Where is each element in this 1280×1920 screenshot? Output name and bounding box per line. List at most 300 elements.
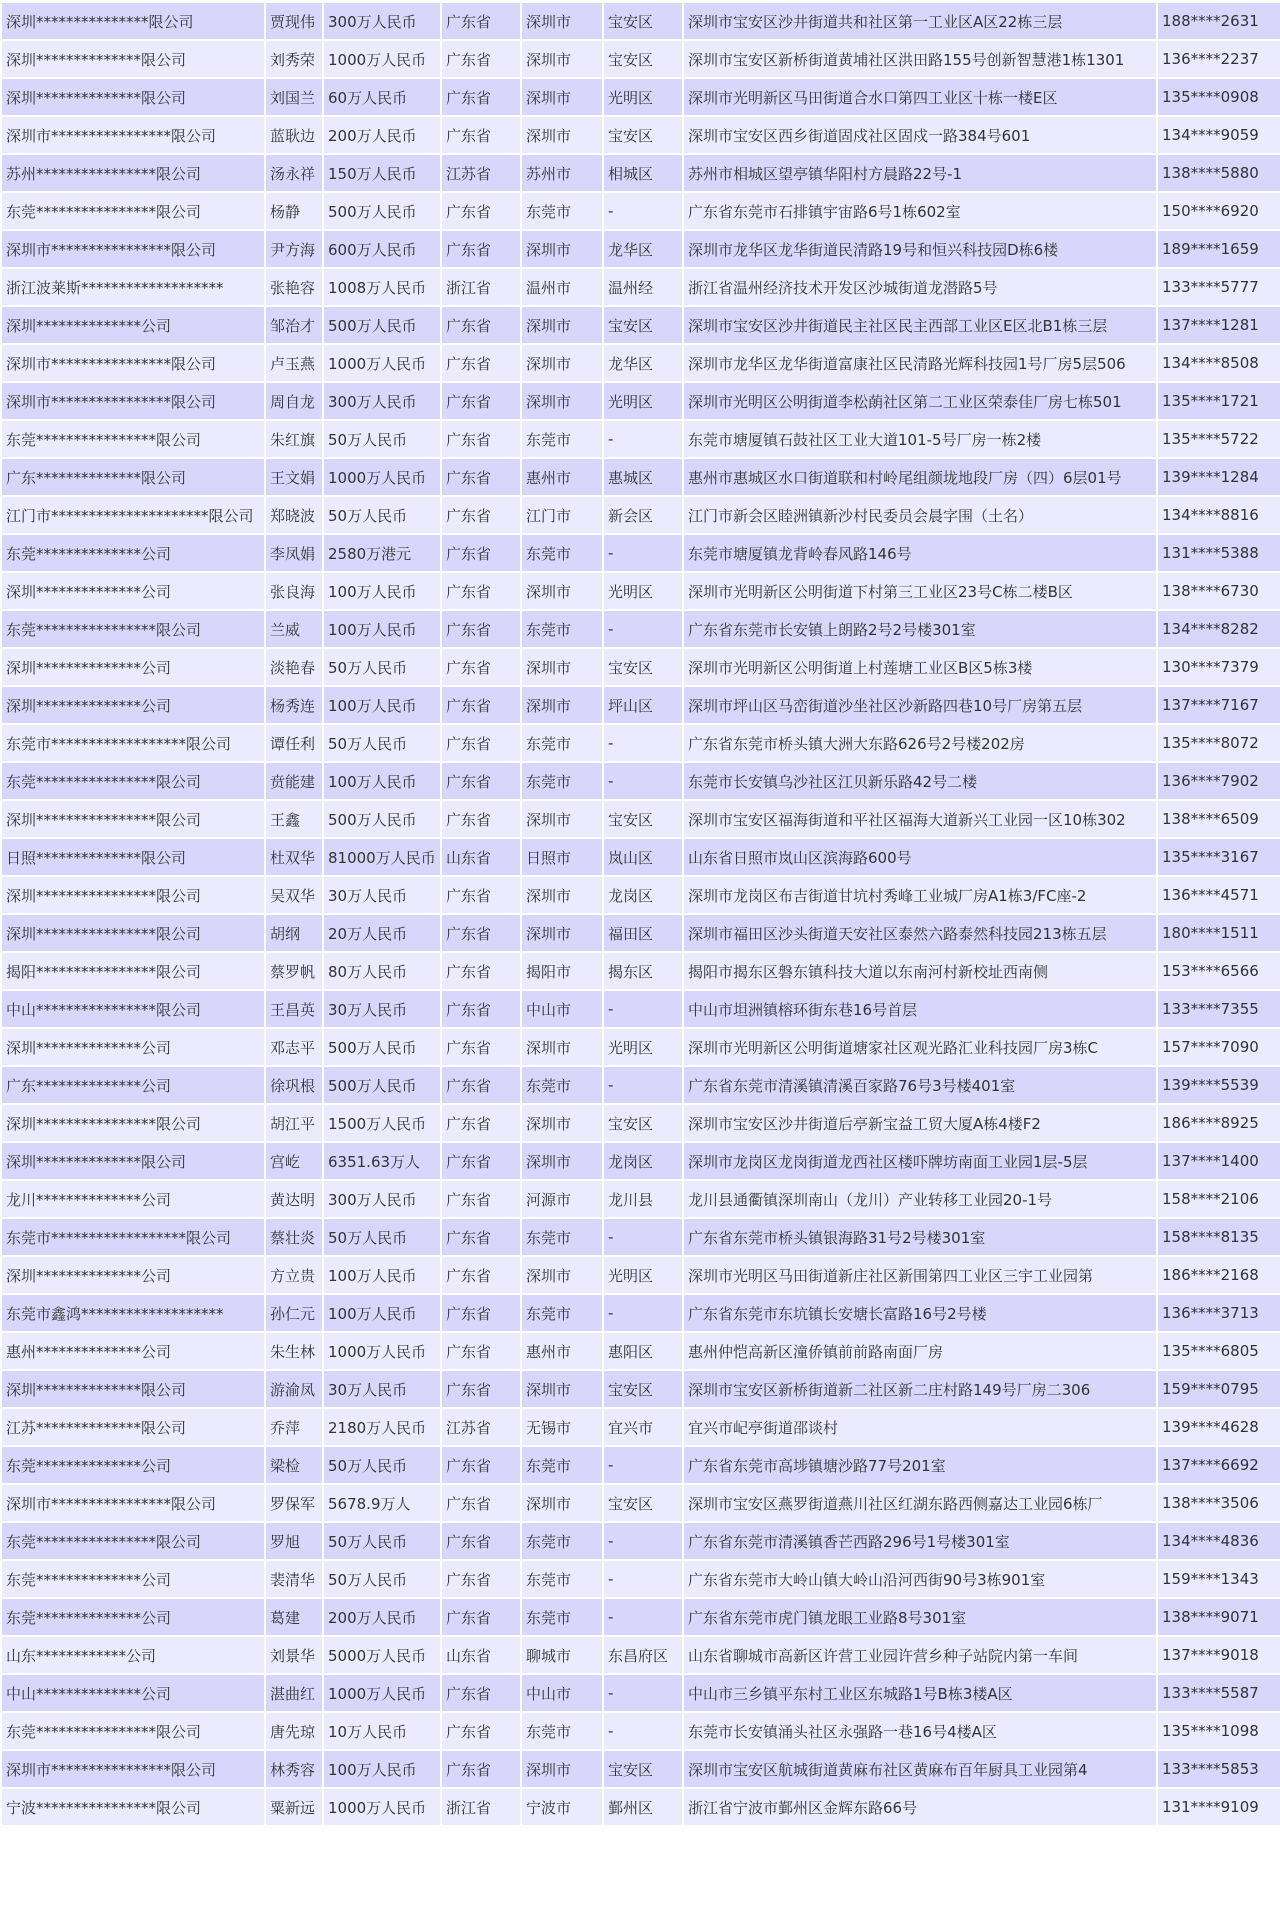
phone-cell: 134****8508 xyxy=(1158,345,1280,383)
table-row xyxy=(2,1143,1280,1181)
table-row xyxy=(2,1181,1280,1219)
legal-person-cell: 朱生林 xyxy=(266,1333,322,1371)
district-cell: 宝安区 xyxy=(604,3,682,41)
address-cell: 东莞市塘厦镇龙背岭春风路146号 xyxy=(684,535,1156,573)
legal-person-cell: 粟新远 xyxy=(266,1789,322,1827)
city-cell: 东莞市 xyxy=(522,1295,602,1333)
phone-cell: 134****4836 xyxy=(1158,1523,1280,1561)
address-cell: 苏州市相城区望亭镇华阳村方晨路22号-1 xyxy=(684,155,1156,193)
district-cell: 东昌府区 xyxy=(604,1637,682,1675)
city-cell: 深圳市 xyxy=(522,41,602,79)
company-name-cell: 深圳**************限公司 xyxy=(2,41,264,79)
district-cell: 宝安区 xyxy=(604,307,682,345)
registered-capital-cell: 200万人民币 xyxy=(324,117,440,155)
city-cell: 东莞市 xyxy=(522,535,602,573)
registered-capital-cell: 100万人民币 xyxy=(324,1257,440,1295)
phone-cell: 159****0795 xyxy=(1158,1371,1280,1409)
table-row xyxy=(2,535,1280,573)
phone-cell: 136****4571 xyxy=(1158,877,1280,915)
company-name-cell: 深圳**************限公司 xyxy=(2,1143,264,1181)
city-cell: 深圳市 xyxy=(522,877,602,915)
phone-cell: 137****6692 xyxy=(1158,1447,1280,1485)
legal-person-cell: 兰威 xyxy=(266,611,322,649)
legal-person-cell: 罗保军 xyxy=(266,1485,322,1523)
province-cell: 广东省 xyxy=(442,117,520,155)
registered-capital-cell: 100万人民币 xyxy=(324,1751,440,1789)
district-cell: - xyxy=(604,1067,682,1105)
phone-cell: 189****1659 xyxy=(1158,231,1280,269)
table-row xyxy=(2,117,1280,155)
district-cell: 龙华区 xyxy=(604,345,682,383)
district-cell: 坪山区 xyxy=(604,687,682,725)
district-cell: 宝安区 xyxy=(604,649,682,687)
province-cell: 广东省 xyxy=(442,345,520,383)
city-cell: 东莞市 xyxy=(522,421,602,459)
legal-person-cell: 唐先琼 xyxy=(266,1713,322,1751)
district-cell: - xyxy=(604,193,682,231)
address-cell: 深圳市宝安区沙井街道后亭新宝益工贸大厦A栋4楼F2 xyxy=(684,1105,1156,1143)
district-cell: 龙岗区 xyxy=(604,1143,682,1181)
address-cell: 深圳市光明新区公明街道上村莲塘工业区B区5栋3楼 xyxy=(684,649,1156,687)
company-name-cell: 东莞**************公司 xyxy=(2,1447,264,1485)
address-cell: 深圳市光明区公明街道李松蓢社区第二工业区荣泰佳厂房七栋501 xyxy=(684,383,1156,421)
city-cell: 聊城市 xyxy=(522,1637,602,1675)
phone-cell: 133****5853 xyxy=(1158,1751,1280,1789)
province-cell: 广东省 xyxy=(442,3,520,41)
legal-person-cell: 黄达明 xyxy=(266,1181,322,1219)
city-cell: 东莞市 xyxy=(522,1447,602,1485)
province-cell: 广东省 xyxy=(442,1371,520,1409)
registered-capital-cell: 5678.9万人 xyxy=(324,1485,440,1523)
district-cell: 宝安区 xyxy=(604,1105,682,1143)
company-name-cell: 东莞**************公司 xyxy=(2,535,264,573)
legal-person-cell: 湛曲红 xyxy=(266,1675,322,1713)
address-cell: 深圳市福田区沙头街道天安社区泰然六路泰然科技园213栋五层 xyxy=(684,915,1156,953)
district-cell: 福田区 xyxy=(604,915,682,953)
table-row xyxy=(2,1523,1280,1561)
city-cell: 深圳市 xyxy=(522,231,602,269)
legal-person-cell: 张艳容 xyxy=(266,269,322,307)
province-cell: 广东省 xyxy=(442,1143,520,1181)
legal-person-cell: 朱红旗 xyxy=(266,421,322,459)
phone-cell: 137****9018 xyxy=(1158,1637,1280,1675)
phone-cell: 136****7902 xyxy=(1158,763,1280,801)
province-cell: 广东省 xyxy=(442,1295,520,1333)
address-cell: 深圳市光明新区马田街道合水口第四工业区十栋一楼E区 xyxy=(684,79,1156,117)
company-name-cell: 苏州****************限公司 xyxy=(2,155,264,193)
company-table xyxy=(0,3,1280,1827)
phone-cell: 135****1098 xyxy=(1158,1713,1280,1751)
phone-cell: 138****6730 xyxy=(1158,573,1280,611)
province-cell: 广东省 xyxy=(442,1713,520,1751)
table-row xyxy=(2,269,1280,307)
province-cell: 广东省 xyxy=(442,231,520,269)
legal-person-cell: 孙仁元 xyxy=(266,1295,322,1333)
table-body xyxy=(2,3,1280,1827)
table-row xyxy=(2,1029,1280,1067)
registered-capital-cell: 500万人民币 xyxy=(324,801,440,839)
province-cell: 广东省 xyxy=(442,1333,520,1371)
legal-person-cell: 贲能建 xyxy=(266,763,322,801)
phone-cell: 138****9071 xyxy=(1158,1599,1280,1637)
address-cell: 东莞市塘厦镇石鼓社区工业大道101-5号厂房一栋2楼 xyxy=(684,421,1156,459)
district-cell: 宝安区 xyxy=(604,1751,682,1789)
legal-person-cell: 吴双华 xyxy=(266,877,322,915)
registered-capital-cell: 100万人民币 xyxy=(324,1295,440,1333)
province-cell: 广东省 xyxy=(442,1599,520,1637)
district-cell: 宝安区 xyxy=(604,117,682,155)
city-cell: 东莞市 xyxy=(522,1713,602,1751)
phone-cell: 133****7355 xyxy=(1158,991,1280,1029)
phone-cell: 138****3506 xyxy=(1158,1485,1280,1523)
district-cell: - xyxy=(604,421,682,459)
city-cell: 东莞市 xyxy=(522,1561,602,1599)
district-cell: - xyxy=(604,991,682,1029)
registered-capital-cell: 100万人民币 xyxy=(324,763,440,801)
city-cell: 惠州市 xyxy=(522,459,602,497)
district-cell: 龙华区 xyxy=(604,231,682,269)
registered-capital-cell: 30万人民币 xyxy=(324,991,440,1029)
company-name-cell: 深圳****************限公司 xyxy=(2,1105,264,1143)
legal-person-cell: 周自龙 xyxy=(266,383,322,421)
district-cell: - xyxy=(604,725,682,763)
registered-capital-cell: 2180万人民币 xyxy=(324,1409,440,1447)
province-cell: 广东省 xyxy=(442,1257,520,1295)
province-cell: 浙江省 xyxy=(442,269,520,307)
address-cell: 惠州市惠城区水口街道联和村岭尾组颜垅地段厂房（四）6层01号 xyxy=(684,459,1156,497)
company-name-cell: 东莞****************限公司 xyxy=(2,1713,264,1751)
address-cell: 东莞市长安镇乌沙社区江贝新乐路42号二楼 xyxy=(684,763,1156,801)
table-row xyxy=(2,991,1280,1029)
company-name-cell: 中山****************限公司 xyxy=(2,991,264,1029)
district-cell: 光明区 xyxy=(604,573,682,611)
city-cell: 深圳市 xyxy=(522,1257,602,1295)
table-row xyxy=(2,649,1280,687)
city-cell: 揭阳市 xyxy=(522,953,602,991)
table-row xyxy=(2,497,1280,535)
district-cell: 温州经 xyxy=(604,269,682,307)
registered-capital-cell: 500万人民币 xyxy=(324,193,440,231)
phone-cell: 139****1284 xyxy=(1158,459,1280,497)
district-cell: - xyxy=(604,1675,682,1713)
address-cell: 广东省东莞市高埗镇塘沙路77号201室 xyxy=(684,1447,1156,1485)
province-cell: 广东省 xyxy=(442,915,520,953)
city-cell: 深圳市 xyxy=(522,79,602,117)
company-name-cell: 东莞****************限公司 xyxy=(2,1523,264,1561)
company-name-cell: 深圳****************限公司 xyxy=(2,877,264,915)
address-cell: 山东省聊城市高新区许营工业园许营乡种子站院内第一车间 xyxy=(684,1637,1156,1675)
registered-capital-cell: 1000万人民币 xyxy=(324,345,440,383)
phone-cell: 136****3713 xyxy=(1158,1295,1280,1333)
district-cell: - xyxy=(604,611,682,649)
city-cell: 深圳市 xyxy=(522,3,602,41)
address-cell: 广东省东莞市清溪镇清溪百家路76号3号楼401室 xyxy=(684,1067,1156,1105)
company-name-cell: 东莞****************限公司 xyxy=(2,763,264,801)
table-row xyxy=(2,1447,1280,1485)
legal-person-cell: 裴清华 xyxy=(266,1561,322,1599)
city-cell: 深圳市 xyxy=(522,345,602,383)
registered-capital-cell: 50万人民币 xyxy=(324,1219,440,1257)
city-cell: 深圳市 xyxy=(522,383,602,421)
phone-cell: 150****6920 xyxy=(1158,193,1280,231)
table-row xyxy=(2,79,1280,117)
table-row xyxy=(2,1485,1280,1523)
table-row xyxy=(2,611,1280,649)
table-row xyxy=(2,725,1280,763)
province-cell: 广东省 xyxy=(442,573,520,611)
province-cell: 广东省 xyxy=(442,801,520,839)
company-name-cell: 深圳市****************限公司 xyxy=(2,1751,264,1789)
company-name-cell: 深圳**************限公司 xyxy=(2,1371,264,1409)
phone-cell: 139****4628 xyxy=(1158,1409,1280,1447)
province-cell: 广东省 xyxy=(442,649,520,687)
legal-person-cell: 乔萍 xyxy=(266,1409,322,1447)
phone-cell: 157****7090 xyxy=(1158,1029,1280,1067)
table-row xyxy=(2,155,1280,193)
legal-person-cell: 梁检 xyxy=(266,1447,322,1485)
legal-person-cell: 宫屹 xyxy=(266,1143,322,1181)
city-cell: 东莞市 xyxy=(522,1599,602,1637)
district-cell: - xyxy=(604,1523,682,1561)
city-cell: 宁波市 xyxy=(522,1789,602,1827)
province-cell: 广东省 xyxy=(442,79,520,117)
table-row xyxy=(2,1789,1280,1827)
address-cell: 龙川县通衢镇深圳南山（龙川）产业转移工业园20-1号 xyxy=(684,1181,1156,1219)
province-cell: 广东省 xyxy=(442,1447,520,1485)
province-cell: 广东省 xyxy=(442,497,520,535)
district-cell: 新会区 xyxy=(604,497,682,535)
phone-cell: 138****6509 xyxy=(1158,801,1280,839)
legal-person-cell: 林秀容 xyxy=(266,1751,322,1789)
company-name-cell: 深圳市****************限公司 xyxy=(2,231,264,269)
district-cell: 宝安区 xyxy=(604,1485,682,1523)
city-cell: 东莞市 xyxy=(522,1219,602,1257)
address-cell: 深圳市宝安区新桥街道黄埔社区洪田路155号创新智慧港1栋1301 xyxy=(684,41,1156,79)
registered-capital-cell: 6351.63万人 xyxy=(324,1143,440,1181)
registered-capital-cell: 500万人民币 xyxy=(324,1067,440,1105)
province-cell: 江苏省 xyxy=(442,1409,520,1447)
address-cell: 广东省东莞市虎门镇龙眼工业路8号301室 xyxy=(684,1599,1156,1637)
phone-cell: 131****5388 xyxy=(1158,535,1280,573)
legal-person-cell: 王文娟 xyxy=(266,459,322,497)
table-row xyxy=(2,1067,1280,1105)
table-row xyxy=(2,3,1280,41)
address-cell: 广东省东莞市长安镇上朗路2号2号楼301室 xyxy=(684,611,1156,649)
district-cell: - xyxy=(604,1295,682,1333)
address-cell: 深圳市龙华区龙华街道民清路19号和恒兴科技园D栋6楼 xyxy=(684,231,1156,269)
phone-cell: 134****8282 xyxy=(1158,611,1280,649)
table-row xyxy=(2,839,1280,877)
address-cell: 深圳市龙岗区龙岗街道龙西社区楼吓牌坊南面工业园1层-5层 xyxy=(684,1143,1156,1181)
address-cell: 广东省东莞市桥头镇大洲大东路626号2号楼202房 xyxy=(684,725,1156,763)
legal-person-cell: 刘国兰 xyxy=(266,79,322,117)
registered-capital-cell: 1000万人民币 xyxy=(324,1789,440,1827)
registered-capital-cell: 600万人民币 xyxy=(324,231,440,269)
province-cell: 广东省 xyxy=(442,1523,520,1561)
registered-capital-cell: 200万人民币 xyxy=(324,1599,440,1637)
city-cell: 东莞市 xyxy=(522,763,602,801)
company-name-cell: 深圳****************限公司 xyxy=(2,801,264,839)
city-cell: 深圳市 xyxy=(522,649,602,687)
city-cell: 东莞市 xyxy=(522,193,602,231)
province-cell: 广东省 xyxy=(442,953,520,991)
company-name-cell: 深圳**************公司 xyxy=(2,687,264,725)
district-cell: 龙川县 xyxy=(604,1181,682,1219)
district-cell: 惠城区 xyxy=(604,459,682,497)
phone-cell: 135****1721 xyxy=(1158,383,1280,421)
province-cell: 广东省 xyxy=(442,421,520,459)
district-cell: 宝安区 xyxy=(604,41,682,79)
district-cell: 宝安区 xyxy=(604,801,682,839)
province-cell: 浙江省 xyxy=(442,1789,520,1827)
province-cell: 广东省 xyxy=(442,1105,520,1143)
province-cell: 广东省 xyxy=(442,1561,520,1599)
table-row xyxy=(2,1371,1280,1409)
phone-cell: 158****8135 xyxy=(1158,1219,1280,1257)
phone-cell: 159****1343 xyxy=(1158,1561,1280,1599)
phone-cell: 158****2106 xyxy=(1158,1181,1280,1219)
address-cell: 深圳市坪山区马峦街道沙坐社区沙新路四巷10号厂房第五层 xyxy=(684,687,1156,725)
registered-capital-cell: 50万人民币 xyxy=(324,421,440,459)
table-row xyxy=(2,1295,1280,1333)
registered-capital-cell: 1000万人民币 xyxy=(324,1675,440,1713)
city-cell: 中山市 xyxy=(522,991,602,1029)
company-name-cell: 山东************公司 xyxy=(2,1637,264,1675)
province-cell: 广东省 xyxy=(442,1181,520,1219)
address-cell: 揭阳市揭东区磐东镇科技大道以东南河村新校址西南侧 xyxy=(684,953,1156,991)
company-name-cell: 深圳**************公司 xyxy=(2,649,264,687)
district-cell: 宜兴市 xyxy=(604,1409,682,1447)
company-name-cell: 深圳***************限公司 xyxy=(2,3,264,41)
legal-person-cell: 尹方海 xyxy=(266,231,322,269)
phone-cell: 131****9109 xyxy=(1158,1789,1280,1827)
legal-person-cell: 杨静 xyxy=(266,193,322,231)
company-name-cell: 深圳市****************限公司 xyxy=(2,1485,264,1523)
legal-person-cell: 胡江平 xyxy=(266,1105,322,1143)
address-cell: 浙江省宁波市鄞州区金辉东路66号 xyxy=(684,1789,1156,1827)
district-cell: - xyxy=(604,1713,682,1751)
company-name-cell: 浙江波莱斯******************* xyxy=(2,269,264,307)
company-name-cell: 江门市*********************限公司 xyxy=(2,497,264,535)
company-name-cell: 宁波****************限公司 xyxy=(2,1789,264,1827)
legal-person-cell: 刘景华 xyxy=(266,1637,322,1675)
table-row xyxy=(2,459,1280,497)
city-cell: 深圳市 xyxy=(522,1371,602,1409)
phone-cell: 137****1281 xyxy=(1158,307,1280,345)
city-cell: 深圳市 xyxy=(522,1751,602,1789)
province-cell: 广东省 xyxy=(442,535,520,573)
legal-person-cell: 方立贵 xyxy=(266,1257,322,1295)
company-name-cell: 龙川**************公司 xyxy=(2,1181,264,1219)
registered-capital-cell: 500万人民币 xyxy=(324,1029,440,1067)
registered-capital-cell: 1008万人民币 xyxy=(324,269,440,307)
address-cell: 广东省东莞市桥头镇银海路31号2号楼301室 xyxy=(684,1219,1156,1257)
phone-cell: 137****7167 xyxy=(1158,687,1280,725)
phone-cell: 138****5880 xyxy=(1158,155,1280,193)
table-row xyxy=(2,1599,1280,1637)
legal-person-cell: 汤永祥 xyxy=(266,155,322,193)
registered-capital-cell: 1500万人民币 xyxy=(324,1105,440,1143)
table-row xyxy=(2,41,1280,79)
table-row xyxy=(2,1637,1280,1675)
legal-person-cell: 刘秀荣 xyxy=(266,41,322,79)
address-cell: 山东省日照市岚山区滨海路600号 xyxy=(684,839,1156,877)
table-row xyxy=(2,573,1280,611)
company-name-cell: 东莞市******************限公司 xyxy=(2,725,264,763)
table-row xyxy=(2,687,1280,725)
phone-cell: 135****0908 xyxy=(1158,79,1280,117)
city-cell: 日照市 xyxy=(522,839,602,877)
legal-person-cell: 王昌英 xyxy=(266,991,322,1029)
province-cell: 广东省 xyxy=(442,307,520,345)
company-name-cell: 东莞****************限公司 xyxy=(2,421,264,459)
phone-cell: 134****9059 xyxy=(1158,117,1280,155)
legal-person-cell: 徐巩根 xyxy=(266,1067,322,1105)
city-cell: 深圳市 xyxy=(522,307,602,345)
city-cell: 东莞市 xyxy=(522,1523,602,1561)
province-cell: 广东省 xyxy=(442,763,520,801)
province-cell: 广东省 xyxy=(442,1067,520,1105)
address-cell: 深圳市宝安区沙井街道民主社区民主西部工业区E区北B1栋三层 xyxy=(684,307,1156,345)
address-cell: 深圳市光明新区公明街道下村第三工业区23号C栋二楼B区 xyxy=(684,573,1156,611)
city-cell: 深圳市 xyxy=(522,1029,602,1067)
legal-person-cell: 邓志平 xyxy=(266,1029,322,1067)
district-cell: - xyxy=(604,1561,682,1599)
address-cell: 深圳市宝安区航城街道黄麻布社区黄麻布百年厨具工业园第4 xyxy=(684,1751,1156,1789)
registered-capital-cell: 150万人民币 xyxy=(324,155,440,193)
registered-capital-cell: 500万人民币 xyxy=(324,307,440,345)
city-cell: 深圳市 xyxy=(522,1485,602,1523)
registered-capital-cell: 300万人民币 xyxy=(324,383,440,421)
province-cell: 广东省 xyxy=(442,1485,520,1523)
phone-cell: 180****1511 xyxy=(1158,915,1280,953)
city-cell: 深圳市 xyxy=(522,1143,602,1181)
table-row xyxy=(2,1561,1280,1599)
table-row xyxy=(2,383,1280,421)
address-cell: 江门市新会区睦洲镇新沙村民委员会晨字围（土名） xyxy=(684,497,1156,535)
legal-person-cell: 王鑫 xyxy=(266,801,322,839)
address-cell: 东莞市长安镇涌头社区永强路一巷16号4楼A区 xyxy=(684,1713,1156,1751)
legal-person-cell: 张良海 xyxy=(266,573,322,611)
legal-person-cell: 杜双华 xyxy=(266,839,322,877)
phone-cell: 135****5722 xyxy=(1158,421,1280,459)
company-name-cell: 东莞****************限公司 xyxy=(2,611,264,649)
table-row xyxy=(2,953,1280,991)
table-row xyxy=(2,1675,1280,1713)
province-cell: 广东省 xyxy=(442,1029,520,1067)
registered-capital-cell: 2580万港元 xyxy=(324,535,440,573)
phone-cell: 133****5587 xyxy=(1158,1675,1280,1713)
company-name-cell: 东莞市鑫鸿******************* xyxy=(2,1295,264,1333)
registered-capital-cell: 5000万人民币 xyxy=(324,1637,440,1675)
phone-cell: 188****2631 xyxy=(1158,3,1280,41)
address-cell: 深圳市光明新区公明街道塘家社区观光路汇业科技园厂房3栋C xyxy=(684,1029,1156,1067)
province-cell: 广东省 xyxy=(442,877,520,915)
table-row xyxy=(2,763,1280,801)
address-cell: 深圳市宝安区新桥街道新二社区新二庄村路149号厂房二306 xyxy=(684,1371,1156,1409)
phone-cell: 135****8072 xyxy=(1158,725,1280,763)
province-cell: 山东省 xyxy=(442,839,520,877)
province-cell: 广东省 xyxy=(442,1219,520,1257)
city-cell: 惠州市 xyxy=(522,1333,602,1371)
city-cell: 江门市 xyxy=(522,497,602,535)
table-row xyxy=(2,1409,1280,1447)
company-name-cell: 深圳**************公司 xyxy=(2,1257,264,1295)
district-cell: - xyxy=(604,1219,682,1257)
table-row xyxy=(2,1751,1280,1789)
city-cell: 深圳市 xyxy=(522,1105,602,1143)
district-cell: - xyxy=(604,1599,682,1637)
